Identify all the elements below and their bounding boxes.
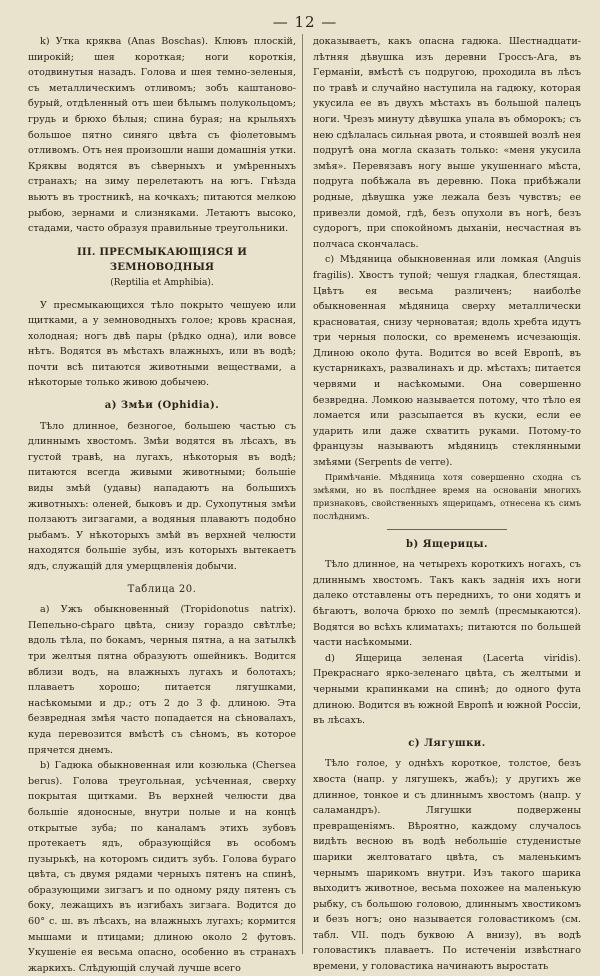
note: Примѣчаніе. Мѣдяница хотя совершенно сходна съ змѣями, но въ послѣднее время на основаніи многихъ признаковъ, свойственныхъ ящерицамъ, отнесена къ симъ послѣднимъ. bbox=[313, 471, 581, 521]
left-column bbox=[28, 34, 303, 974]
paragraph-frogs: Тѣло голое, у однѣхъ короткое, толстое, безъ хвоста (напр. у лягушекъ, жабъ); у другихъ же длинное, тонкое и съ длиннымъ хвостомъ (напр. у саламандръ). Лягушки подвержены превращеніямъ. Вѣроятно, каждому случалось видѣть весною въ водѣ небольшіе студенистые шарики желтоватаго цвѣта, съ маленькимъ чернымъ шарикомъ внутри. Изъ такого шарика выходитъ животное, весьма похожее на маленькую рыбку, съ большою головою, длиннымъ хвостикомъ и безъ ногъ; оно называется головастикомъ (см. табл. VII. подъ буквою А внизу), въ водѣ головастикъ плаваетъ. По истеченіи извѣстнаго времени, у головастика начинаютъ выростать bbox=[313, 758, 581, 973]
paragraph-viper: b) Гадюка обыкновенная или козюлька (Chersea berus). Голова треугольная, усѣченная, сверху покрытая щитками. Въ верхней челюсти два большіе ядоносные, внутри полые и на концѣ открытые зуба; по каналамъ этихъ зубовъ протекаетъ ядъ, образующійся въ особомъ пузырькѣ, на которомъ сидитъ зубъ. Голова бураго цвѣта, съ двумя рядами черныхъ пятенъ на спинѣ, образующими зигзагъ и по одному ряду пятенъ съ боку, лежащихъ въ изгибахъ зигзага. Водится до 60° с. ш. въ лѣсахъ, на влажныхъ лугахъ; кормится мышами и птицами; длиною около 2 футовъ. Укушеніе ея весьма опасно, особенно въ странахъ жаркихъ. Слѣдующій случай лучше всего bbox=[28, 760, 296, 974]
heading-lizards: b) Ящерицы. bbox=[405, 538, 488, 550]
paragraph-slowworm: c) Мѣдяница обыкновенная или ломкая (Anguis fragilis). Хвостъ тупой; чешуя гладкая, блестящая. Цвѣтъ ея весьма различенъ; наиболѣе обыкновенная мѣдяница сверху металлически красноватая, снизу черноватая; вдоль хребта идутъ три черныя полоски, со временемъ исчезающія. Длиною около фута. Водится во всей Европѣ, въ кустарникахъ, развалинахъ и др. мѣстахъ; питается червями и насѣкомыми. Она совершенно безвредна. Ломкою называется потому, что тѣло ея ломается или разсыпается въ куски, если ее ударить или даже схватить руками. Потому-то французы называютъ мѣдяницъ стеклянными змѣями (Serpents de verre). bbox=[313, 254, 581, 469]
paragraph-reptiles-intro: У пресмыкающихся тѣло покрыто чешуею или щитками, а у земноводныхъ голое; кровь красная, холодная; ногъ двѣ пары (рѣдко одна), или вовсе нѣтъ. Водятся въ мѣстахъ влажныхъ, или въ водѣ; почти всѣ питаются животными веществами, а нѣкоторые только живою добычею. bbox=[28, 299, 296, 389]
heading-frogs: c) Лягушки. bbox=[408, 737, 486, 749]
text-columns bbox=[28, 34, 582, 974]
right-column bbox=[303, 34, 581, 973]
page-number: — 12 — bbox=[272, 13, 338, 31]
paragraph-lizards: Тѣло длинное, на четырехъ короткихъ ногахъ, съ длиннымъ хвостомъ. Такъ какъ заднія ихъ ноги далеко отставлены отъ переднихъ, то они ходятъ и бѣгаютъ, волоча брюхо по землѣ (пресмыкаются). Водятся во всѣхъ климатахъ; питаются по большей части насѣкомыми. bbox=[313, 559, 581, 649]
paragraph-snakes: Тѣло длинное, безногое, большею частью съ длиннымъ хвостомъ. Змѣи водятся въ лѣсахъ, въ густой травѣ, на лугахъ, нѣкоторыя въ водѣ; питаются всегда живыми животными; большіе виды змѣй (удавы) нападаютъ на большихъ животныхъ: оленей, быковъ и др. Сухопутныя змѣи ползаютъ зигзагами, а водяныя плаваютъ подобно рыбамъ. У нѣкоторыхъ змѣй въ верхней челюсти находятся большіе зубы, изъ которыхъ вытекаетъ ядъ, служащій для умерщвленія добычи. bbox=[28, 420, 296, 572]
section-title: III. ПРЕСМЫКАЮЩІЯСЯ И ЗЕМНОВОДНЫЯ bbox=[76, 245, 248, 274]
divider bbox=[387, 529, 507, 530]
paragraph-grass-snake: a) Ужъ обыкновенный (Tropidonotus natrix). Пепельно-сѣраго цвѣта, снизу гораздо свѣтлѣе; вдоль тѣла, по бокамъ, черныя пятна, а на затылкѣ три желтыя пятна образуютъ ошейникъ. Водится вблизи водъ, на влажныхъ лугахъ и болотахъ; плаваетъ хорошо; питается лягушками, насѣкомыми и др.; отъ 2 до 3 ф. длиною. Эта безвредная змѣя часто попадается на сѣновалахъ, куда перевозится вмѣстѣ съ сѣномъ, въ которое прячется днемъ. bbox=[28, 604, 296, 756]
table-reference: Таблица 20. bbox=[127, 583, 197, 595]
section-subtitle: (Reptilia et Amphibia). bbox=[110, 277, 214, 288]
paragraph-green-lizard: d) Ящерица зеленая (Lacerta viridis). Прекраснаго ярко-зеленаго цвѣта, съ желтыми и черными крапинками на спинѣ; до одного фута длиною. Водится въ южной Европѣ и южной Россіи, въ лѣсахъ. bbox=[313, 652, 581, 727]
paragraph-duck: k) Утка кряква (Anas Boschas). Клювъ плоскій, широкій; шея короткая; ноги короткія, отодвинутыя назадъ. Голова и шея темно-зеленыя, съ металлическимъ отливомъ; зобъ каштаново-бурый, отдѣленный отъ шеи бѣлымъ полукольцомъ; грудь и брюхо бѣлыя; спина бурая; на крыльяхъ большое пятно синяго цвѣта съ фіолетовымъ отливомъ. Отъ нея произошли наши домашнія утки. Кряквы водятся въ сѣверныхъ и умѣренныхъ странахъ; на зиму перелетаютъ на югъ. Гнѣзда вьютъ въ тростникѣ, на кочкахъ; питаются мелкою рыбою, зернами и слизняками. Летаютъ высоко, стадами, часто образуя правильные треугольники. bbox=[28, 36, 296, 235]
paragraph-viper-story: доказываетъ, какъ опасна гадюка. Шестнадцати-лѣтняя дѣвушка изъ деревни Гроссъ-Ага, въ Германіи, вмѣстѣ съ подругою, проходила въ лѣсъ по травѣ и случайно наступила на гадюку, которая укусила ее въ двухъ мѣстахъ въ большой палецъ ноги. Чрезъ минуту дѣвушка упала въ обморокъ; съ нею сдѣлалась сильная рвота, и стоявшей возлѣ нея подругѣ она могла сказать только: «меня укусила змѣя». Перевязавъ ногу выше укушеннаго мѣста, подруга побѣжала въ деревню. Пока прибѣжали родные, дѣвушка уже лежала безъ чувствъ; ее привезли домой, гдѣ, безъ опухоли въ ногѣ, безъ судорогъ, при спокойномъ дыханіи, несчастная въ полчаса скончалась. bbox=[313, 36, 581, 250]
heading-snakes: а) Змѣи (Ophidia). bbox=[104, 400, 220, 412]
